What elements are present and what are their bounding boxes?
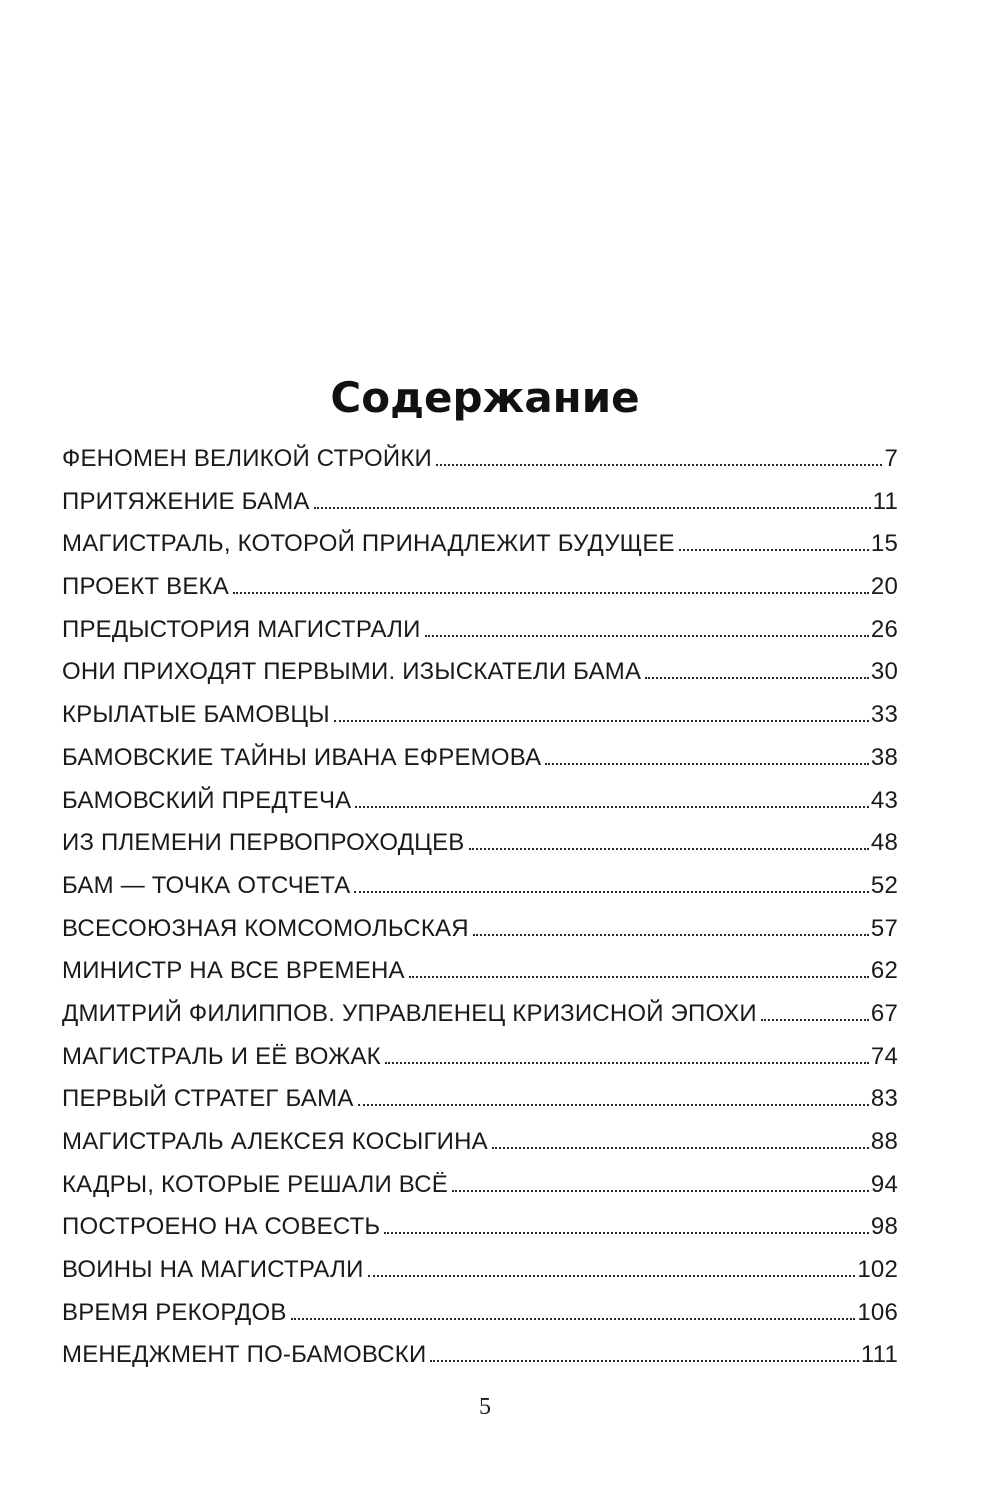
toc-entry-page: 102	[857, 1256, 898, 1284]
toc-entry	[62, 481, 898, 524]
dot-leader	[492, 1146, 869, 1149]
toc-entry-page: 26	[870, 615, 898, 643]
toc-entry-page: 74	[870, 1042, 898, 1070]
toc-entry	[62, 993, 898, 1036]
toc-entry-page: 57	[870, 914, 898, 942]
toc-entry-page: 52	[870, 871, 898, 899]
toc-entry	[62, 566, 898, 609]
dot-leader	[469, 847, 869, 850]
toc-entry	[62, 651, 898, 694]
toc-entry-title: ВСЕСОЮЗНАЯ КОМСОМОЛЬСКАЯ	[62, 914, 469, 942]
dot-leader	[314, 506, 871, 509]
toc-entry	[62, 865, 898, 908]
dot-leader	[452, 1189, 869, 1192]
toc-entry	[62, 1249, 898, 1292]
dot-leader	[761, 1018, 869, 1021]
toc-entry-title: ПЕРВЫЙ СТРАТЕГ БАМА	[62, 1085, 354, 1113]
toc-entry	[62, 822, 898, 865]
dot-leader	[354, 890, 868, 893]
dot-leader	[645, 676, 869, 679]
toc-entry-page: 111	[860, 1341, 898, 1369]
dot-leader	[425, 634, 869, 637]
toc-entry-title: ВОИНЫ НА МАГИСТРАЛИ	[62, 1256, 364, 1284]
toc-entry	[62, 694, 898, 737]
toc-entry-page: 62	[870, 957, 898, 985]
toc-entry	[62, 950, 898, 993]
toc-entry	[62, 609, 898, 652]
toc-entry	[62, 1036, 898, 1079]
dot-leader	[355, 805, 869, 808]
toc-entry	[62, 1121, 898, 1164]
toc-entry	[62, 523, 898, 566]
toc-entry-page: 20	[870, 573, 898, 601]
toc-entry	[62, 1292, 898, 1335]
toc-entry-title: ПРИТЯЖЕНИЕ БАМА	[62, 487, 310, 515]
toc-entry-title: КРЫЛАТЫЕ БАМОВЦЫ	[62, 701, 330, 729]
toc-entry-title: БАМ — ТОЧКА ОТСЧЕТА	[62, 871, 351, 899]
dot-leader	[409, 975, 869, 978]
toc-entry-title: БАМОВСКИЕ ТАЙНЫ ИВАНА ЕФРЕМОВА	[62, 743, 542, 771]
toc-heading: Содержание	[330, 373, 640, 423]
dot-leader	[358, 1103, 869, 1106]
toc-entry-title: ИЗ ПЛЕМЕНИ ПЕРВОПРОХОДЦЕВ	[62, 829, 465, 857]
toc-entry-page: 38	[870, 743, 898, 771]
toc-entry-title: МАГИСТРАЛЬ АЛЕКСЕЯ КОСЫГИНА	[62, 1128, 488, 1155]
dot-leader	[473, 933, 869, 936]
dot-leader	[430, 1359, 859, 1362]
dot-leader	[436, 463, 882, 466]
dot-leader	[679, 548, 869, 551]
toc-entry-page: 33	[870, 701, 898, 729]
toc-entry-page: 67	[870, 999, 898, 1027]
toc-entry	[62, 1206, 898, 1249]
dot-leader	[334, 719, 869, 722]
toc-entry-page: 7	[884, 445, 898, 472]
toc-entry	[62, 438, 898, 481]
toc-entry-title: ДМИТРИЙ ФИЛИППОВ. УПРАВЛЕНЕЦ КРИЗИСНОЙ ЭПОХИ	[62, 999, 757, 1027]
dot-leader	[233, 591, 869, 594]
toc-entry-page: 30	[870, 658, 898, 686]
toc-entry-page: 83	[870, 1085, 898, 1113]
toc-entry-page: 11	[872, 487, 898, 515]
toc-entry-page: 15	[870, 530, 898, 558]
toc-entry	[62, 908, 898, 951]
toc-entry-title: МЕНЕДЖМЕНТ ПО-БАМОВСКИ	[62, 1341, 427, 1369]
toc-entry-title: МАГИСТРАЛЬ И ЕЁ ВОЖАК	[62, 1042, 381, 1070]
toc-entry-page: 106	[857, 1298, 898, 1326]
toc-entry-title: ОНИ ПРИХОДЯТ ПЕРВЫМИ. ИЗЫСКАТЕЛИ БАМА	[62, 658, 642, 686]
dot-leader	[291, 1317, 856, 1320]
toc-entry	[62, 737, 898, 780]
toc-entry-title: ВРЕМЯ РЕКОРДОВ	[62, 1298, 287, 1326]
toc-entry	[62, 1164, 898, 1207]
dot-leader	[545, 762, 869, 765]
toc-entry-title: ПОСТРОЕНО НА СОВЕСТЬ	[62, 1213, 381, 1241]
dot-leader	[385, 1061, 869, 1064]
toc-entry-title: ПРЕДЫСТОРИЯ МАГИСТРАЛИ	[62, 615, 421, 643]
page-number: 5	[479, 1394, 491, 1420]
table-of-contents	[62, 438, 898, 1377]
toc-entry-page: 94	[870, 1170, 898, 1198]
toc-entry-page: 48	[870, 829, 898, 857]
dot-leader	[368, 1274, 856, 1277]
toc-entry-title: КАДРЫ, КОТОРЫЕ РЕШАЛИ ВСЁ	[62, 1170, 448, 1198]
toc-entry	[62, 1334, 898, 1377]
toc-entry	[62, 780, 898, 823]
dot-leader	[384, 1231, 869, 1234]
toc-entry	[62, 1078, 898, 1121]
toc-entry-title: БАМОВСКИЙ ПРЕДТЕЧА	[62, 786, 352, 814]
toc-entry-title: ФЕНОМЕН ВЕЛИКОЙ СТРОЙКИ	[62, 445, 432, 472]
toc-entry-title: ПРОЕКТ ВЕКА	[62, 573, 229, 601]
toc-entry-page: 43	[870, 786, 898, 814]
toc-entry-page: 88	[870, 1128, 898, 1155]
toc-entry-title: МАГИСТРАЛЬ, КОТОРОЙ ПРИНАДЛЕЖИТ БУДУЩЕЕ	[62, 530, 675, 558]
toc-entry-title: МИНИСТР НА ВСЕ ВРЕМЕНА	[62, 957, 405, 985]
toc-entry-page: 98	[870, 1213, 898, 1241]
